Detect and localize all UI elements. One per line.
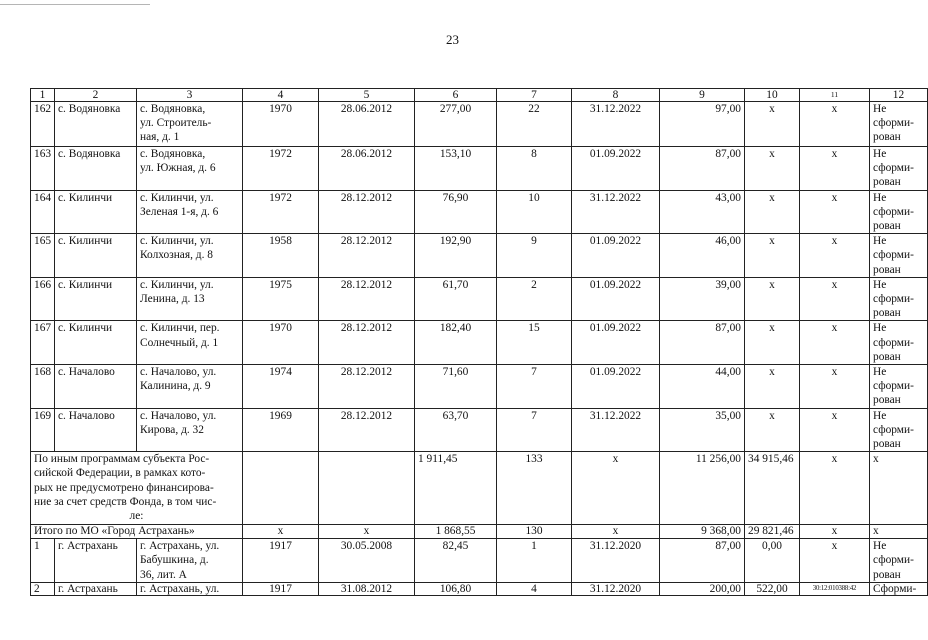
total-cell: x [870, 525, 928, 539]
cell-col-10: x [745, 102, 800, 147]
address [137, 582, 243, 595]
cell-col-10: x [745, 365, 800, 409]
address-line: Ленина, д. 13 [140, 293, 205, 306]
cell-col-11: x [800, 234, 870, 278]
cell-col-10: x [745, 190, 800, 234]
status-line: Не [873, 103, 887, 115]
recognition-date: 28.06.2012 [319, 147, 415, 191]
planned-date: 01.09.2022 [572, 365, 660, 409]
address-line: с. Началово, ул. [140, 409, 217, 422]
status-line: рован [873, 438, 901, 451]
recognition-date: 28.12.2012 [319, 321, 415, 365]
status-line: сформи- [873, 249, 914, 262]
header-cell: 1 [31, 89, 55, 102]
residents-count: 9 [497, 234, 572, 278]
cell-col-11: x [800, 539, 870, 583]
status-line: рован [873, 131, 901, 144]
address-line: с. Водяновка, [140, 103, 206, 115]
area: 153,10 [415, 147, 497, 191]
row-number: 166 [31, 277, 55, 321]
total-cell: x [572, 525, 660, 539]
status-line: сформи- [873, 423, 914, 436]
total-residents: 130 [497, 525, 572, 539]
status [870, 365, 928, 409]
subtotal-label [31, 452, 243, 525]
table-row [31, 582, 928, 595]
header-cell: 10 [745, 89, 800, 102]
planned-date: 01.09.2022 [572, 147, 660, 191]
status-line: рован [873, 568, 901, 581]
cell-col-9: 87,00 [660, 539, 745, 583]
row-number: 167 [31, 321, 55, 365]
address-line: ная, д. 1 [140, 131, 180, 144]
total-cell: 29 821,46 [745, 525, 800, 539]
cell-col-11: x [800, 102, 870, 147]
settlement-name: с. Водяновка [55, 102, 137, 147]
cell-col-9: 46,00 [660, 234, 745, 278]
table-row [31, 277, 928, 321]
cell-col-9: 87,00 [660, 321, 745, 365]
status-line: рован [873, 176, 901, 189]
year-built: 1917 [243, 582, 319, 595]
cell-col-10: x [745, 234, 800, 278]
cell-col-11: x [800, 147, 870, 191]
status [870, 539, 928, 583]
status-line: Сформи- [873, 582, 917, 595]
program-table [30, 88, 928, 596]
address [137, 408, 243, 452]
subtotal-row [31, 452, 928, 525]
subtotal-cell [319, 452, 415, 525]
year-built: 1970 [243, 321, 319, 365]
address-line: с. Водяновка, [140, 148, 206, 160]
table-row [31, 539, 928, 583]
year-built: 1974 [243, 365, 319, 409]
settlement-name: с. Килинчи [55, 321, 137, 365]
address [137, 277, 243, 321]
cell-col-10: 522,00 [745, 582, 800, 595]
address-line: ул. Южная, д. 6 [140, 162, 216, 175]
address-line: Бабушкина, д. [140, 554, 209, 567]
recognition-date: 28.12.2012 [319, 365, 415, 409]
row-number: 168 [31, 365, 55, 409]
total-row [31, 525, 928, 539]
subtotal-cell: 34 915,46 [745, 452, 800, 525]
address-line: Калинина, д. 9 [140, 380, 211, 393]
status-line: Не [873, 540, 887, 553]
status-line: сформи- [873, 162, 914, 175]
row-number: 162 [31, 102, 55, 147]
address-line: г. Астрахань, ул. [140, 582, 220, 595]
residents-count: 7 [497, 408, 572, 452]
status-line: Не [873, 235, 887, 248]
residents-count: 1 [497, 539, 572, 583]
address [137, 147, 243, 191]
planned-date: 01.09.2022 [572, 277, 660, 321]
cell-col-11: x [800, 408, 870, 452]
header-row [31, 89, 928, 102]
address-line: ул. Строитель- [140, 117, 212, 130]
recognition-date: 28.12.2012 [319, 277, 415, 321]
cell-col-9: 39,00 [660, 277, 745, 321]
area: 182,40 [415, 321, 497, 365]
header-cell: 5 [319, 89, 415, 102]
subtotal-cell [243, 452, 319, 525]
address-line: Колхозная, д. 8 [140, 249, 213, 262]
header-cell: 2 [55, 89, 137, 102]
header-cell: 9 [660, 89, 745, 102]
address-line: с. Началово, ул. [140, 366, 217, 379]
status-line: рован [873, 263, 901, 276]
page-number: 23 [446, 32, 459, 47]
year-built: 1972 [243, 147, 319, 191]
status [870, 190, 928, 234]
recognition-date: 30.05.2008 [319, 539, 415, 583]
subtotal-area: 1 911,45 [415, 452, 497, 525]
address-line: Кирова, д. 32 [140, 423, 204, 436]
status [870, 321, 928, 365]
recognition-date: 28.06.2012 [319, 102, 415, 147]
status-line: сформи- [873, 205, 914, 218]
residents-count: 4 [497, 582, 572, 595]
subtotal-cell: x [800, 452, 870, 525]
address-line: с. Килинчи, пер. [140, 322, 220, 335]
total-area: 1 868,55 [415, 525, 497, 539]
area: 61,70 [415, 277, 497, 321]
status [870, 147, 928, 191]
subtotal-cell: x [572, 452, 660, 525]
cell-col-10: x [745, 408, 800, 452]
subtotal-label-line: рых не предусмотрено финансирова- [34, 481, 214, 494]
status-line: Не [873, 409, 887, 422]
settlement-name: с. Килинчи [55, 190, 137, 234]
address-line: с. Килинчи, ул. [140, 278, 214, 291]
address [137, 321, 243, 365]
address-line: с. Килинчи, ул. [140, 191, 214, 204]
cell-col-9: 87,00 [660, 147, 745, 191]
recognition-date: 28.12.2012 [319, 190, 415, 234]
cell-col-11: x [800, 365, 870, 409]
residents-count: 10 [497, 190, 572, 234]
address [137, 365, 243, 409]
area: 106,80 [415, 582, 497, 595]
subtotal-cell: x [870, 452, 928, 525]
cell-col-10: x [745, 147, 800, 191]
year-built: 1972 [243, 190, 319, 234]
status-line: сформи- [873, 293, 914, 306]
header-cell: 6 [415, 89, 497, 102]
year-built: 1958 [243, 234, 319, 278]
row-number: 2 [31, 582, 55, 595]
status [870, 234, 928, 278]
cell-col-9: 35,00 [660, 408, 745, 452]
table-row [31, 321, 928, 365]
address-line: Солнечный, д. 1 [140, 336, 219, 349]
total-cell: x [800, 525, 870, 539]
cell-col-9: 200,00 [660, 582, 745, 595]
area: 63,70 [415, 408, 497, 452]
address [137, 102, 243, 147]
planned-date: 31.12.2020 [572, 539, 660, 583]
header-cell: 11 [800, 89, 870, 102]
address [137, 539, 243, 583]
address-line: г. Астрахань, ул. [140, 540, 220, 553]
residents-count: 2 [497, 277, 572, 321]
status-line: сформи- [873, 554, 914, 567]
header-cell: 7 [497, 89, 572, 102]
planned-date: 01.09.2022 [572, 234, 660, 278]
status-line: сформи- [873, 336, 914, 349]
top-rule [0, 4, 150, 5]
subtotal-cell: 11 256,00 [660, 452, 745, 525]
table-row [31, 102, 928, 147]
status-line: Не [873, 322, 887, 335]
status [870, 582, 928, 595]
total-cell: 9 368,00 [660, 525, 745, 539]
total-cell: x [243, 525, 319, 539]
header-cell: 12 [870, 89, 928, 102]
cell-col-11: x [800, 321, 870, 365]
settlement-name: с. Килинчи [55, 277, 137, 321]
settlement-name: с. Водяновка [55, 147, 137, 191]
table-row [31, 408, 928, 452]
header-cell: 3 [137, 89, 243, 102]
cell-col-11: x [800, 277, 870, 321]
status-line: рован [873, 394, 901, 407]
table-row [31, 147, 928, 191]
cell-col-9: 43,00 [660, 190, 745, 234]
table-row [31, 234, 928, 278]
cell-col-10: x [745, 277, 800, 321]
cell-col-11: x [800, 190, 870, 234]
row-number: 163 [31, 147, 55, 191]
recognition-date: 28.12.2012 [319, 408, 415, 452]
area: 71,60 [415, 365, 497, 409]
status-line: рован [873, 350, 901, 363]
header-cell: 8 [572, 89, 660, 102]
status-line: рован [873, 220, 901, 233]
address [137, 190, 243, 234]
recognition-date: 31.08.2012 [319, 582, 415, 595]
row-number: 1 [31, 539, 55, 583]
status-line: сформи- [873, 380, 914, 393]
address-line: Зеленая 1-я, д. 6 [140, 205, 219, 218]
year-built: 1969 [243, 408, 319, 452]
status-line: сформи- [873, 117, 914, 130]
recognition-date: 28.12.2012 [319, 234, 415, 278]
status-line: Не [873, 148, 887, 160]
table-row [31, 365, 928, 409]
total-label: Итого по МО «Город Астрахань» [31, 525, 243, 539]
status [870, 408, 928, 452]
settlement-name: г. Астрахань [55, 539, 137, 583]
planned-date: 31.12.2022 [572, 408, 660, 452]
cell-col-9: 97,00 [660, 102, 745, 147]
row-number: 169 [31, 408, 55, 452]
address [137, 234, 243, 278]
residents-count: 7 [497, 365, 572, 409]
area: 192,90 [415, 234, 497, 278]
status-line: Не [873, 366, 887, 379]
header-cell: 4 [243, 89, 319, 102]
status [870, 277, 928, 321]
year-built: 1975 [243, 277, 319, 321]
settlement-name: с. Началово [55, 365, 137, 409]
address-line: с. Килинчи, ул. [140, 235, 214, 248]
table-row [31, 190, 928, 234]
status [870, 102, 928, 147]
subtotal-label-line: По иным программам субъекта Рос- [34, 453, 210, 466]
row-number: 164 [31, 190, 55, 234]
cell-col-10: 0,00 [745, 539, 800, 583]
residents-count: 22 [497, 102, 572, 147]
residents-count: 15 [497, 321, 572, 365]
cell-col-9: 44,00 [660, 365, 745, 409]
area: 82,45 [415, 539, 497, 583]
area: 277,00 [415, 102, 497, 147]
total-cell: x [319, 525, 415, 539]
planned-date: 31.12.2022 [572, 190, 660, 234]
settlement-name: с. Килинчи [55, 234, 137, 278]
row-number: 165 [31, 234, 55, 278]
planned-date: 31.12.2022 [572, 102, 660, 147]
year-built: 1917 [243, 539, 319, 583]
year-built: 1970 [243, 102, 319, 147]
area: 76,90 [415, 190, 497, 234]
status-line: рован [873, 307, 901, 320]
subtotal-label-line: ние за счет средств Фонда, в том чис- [34, 495, 217, 508]
cell-col-10: x [745, 321, 800, 365]
subtotal-label-line: сийской Федерации, в рамках кото- [34, 467, 206, 480]
settlement-name: г. Астрахань [55, 582, 137, 595]
planned-date: 01.09.2022 [572, 321, 660, 365]
subtotal-label-line: ле: [129, 510, 144, 523]
planned-date: 31.12.2020 [572, 582, 660, 595]
residents-count: 8 [497, 147, 572, 191]
status-line: Не [873, 278, 887, 291]
status-line: Не [873, 191, 887, 204]
cell-col-11: 30:12:010388:42 [800, 582, 870, 595]
address-line: 36, лит. А [140, 568, 187, 581]
settlement-name: с. Началово [55, 408, 137, 452]
subtotal-residents: 133 [497, 452, 572, 525]
